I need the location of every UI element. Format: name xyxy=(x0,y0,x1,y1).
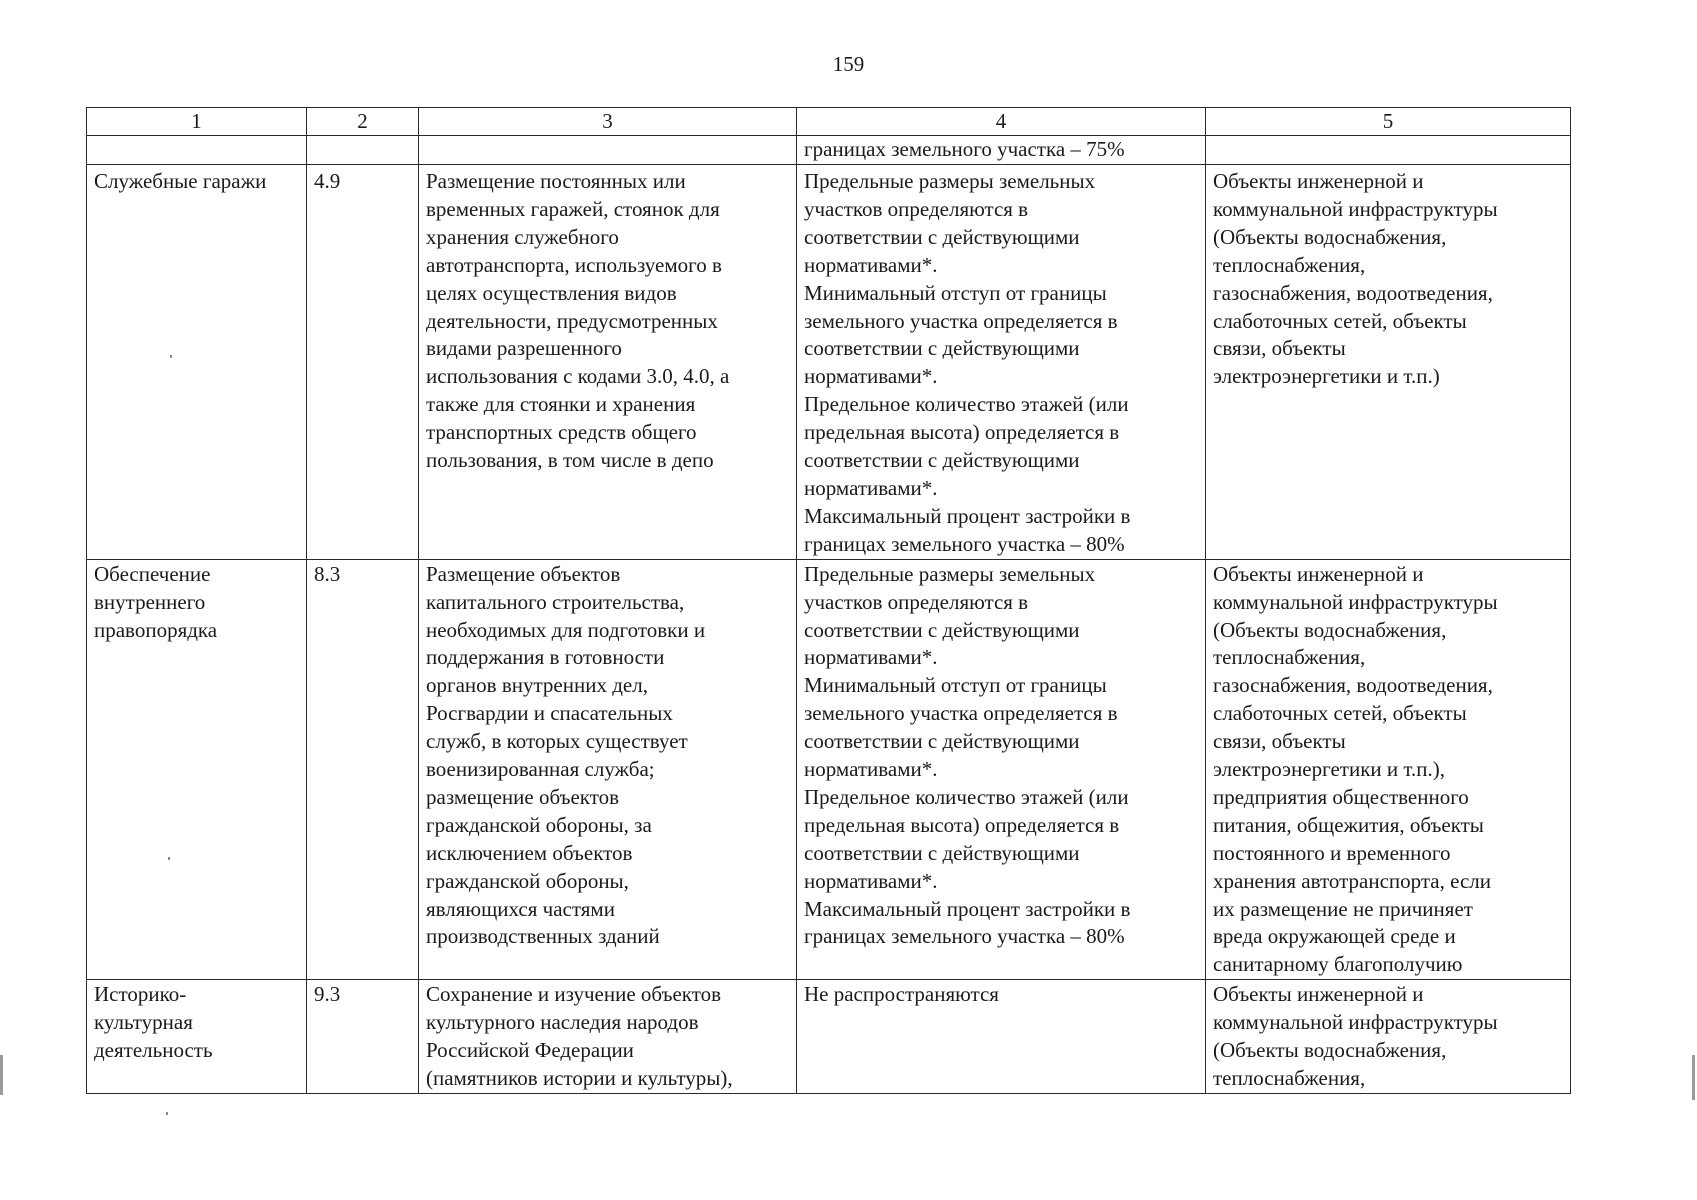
table-cell xyxy=(307,136,419,165)
use-name-cell: Историко- культурная деятельность xyxy=(87,980,307,1094)
table-row xyxy=(87,165,1571,560)
parameters-cell: Предельные размеры земельных участков определяются в соответствии с действующими нормативами*. Минимальный отступ от границы земельного участка определяется в соответствии с действующими нормативами*. Предельное количество этажей (или предельная высота) определяется в соответствии с действующими нормативами*. Максимальный процент застройки в границах земельного участка – 80% xyxy=(797,165,1206,560)
page-number: 159 xyxy=(832,52,865,76)
table-cell xyxy=(87,136,307,165)
use-code-cell: 8.3 xyxy=(307,559,419,980)
use-description-cell: Сохранение и изучение объектов культурного наследия народов Российской Федерации (памятников истории и культуры), xyxy=(419,980,797,1094)
header-cell: 1 xyxy=(87,108,307,136)
header-cell: 5 xyxy=(1206,108,1571,136)
scan-speck xyxy=(168,857,170,860)
scan-speck xyxy=(166,1112,168,1115)
table-cell xyxy=(1206,136,1571,165)
continuation-row xyxy=(87,136,1571,165)
table-cell xyxy=(419,136,797,165)
use-code-cell: 9.3 xyxy=(307,980,419,1094)
use-description-cell: Размещение объектов капитального строительства, необходимых для подготовки и поддержания в готовности органов внутренних дел, Росгвардии и спасательных служб, в которых существует военизированная служба; размещение объектов гражданской обороны, за исключением объектов гражданской обороны, являющихся частями производственных зданий xyxy=(419,559,797,980)
scan-margin-mark-left xyxy=(0,1055,3,1095)
parameters-cell: Не распространяются xyxy=(797,980,1206,1094)
use-name-cell: Служебные гаражи xyxy=(87,165,307,560)
scan-margin-mark-right xyxy=(1692,1055,1695,1100)
table-header-row xyxy=(87,108,1571,136)
scan-speck xyxy=(170,355,172,358)
use-name-cell: Обеспечение внутреннего правопорядка xyxy=(87,559,307,980)
auxiliary-uses-cell: Объекты инженерной и коммунальной инфраструктуры (Объекты водоснабжения, теплоснабжения, газоснабжения, водоотведения, слаботочных сетей, объекты связи, объекты электроэнергетики и т.п.) xyxy=(1206,165,1571,560)
table-row xyxy=(87,559,1571,980)
table-cell: границах земельного участка – 75% xyxy=(797,136,1206,165)
auxiliary-uses-cell: Объекты инженерной и коммунальной инфраструктуры (Объекты водоснабжения, теплоснабжения, xyxy=(1206,980,1571,1094)
header-cell: 2 xyxy=(307,108,419,136)
parameters-cell: Предельные размеры земельных участков определяются в соответствии с действующими нормативами*. Минимальный отступ от границы земельного участка определяется в соответствии с действующими нормативами*. Предельное количество этажей (или предельная высота) определяется в соответствии с действующими нормативами*. Максимальный процент застройки в границах земельного участка – 80% xyxy=(797,559,1206,980)
use-description-cell: Размещение постоянных или временных гаражей, стоянок для хранения служебного автотранспорта, используемого в целях осуществления видов деятельности, предусмотренных видами разрешенного использования с кодами 3.0, 4.0, а также для стоянки и хранения транспортных средств общего пользования, в том числе в депо xyxy=(419,165,797,560)
header-cell: 4 xyxy=(797,108,1206,136)
table-row xyxy=(87,980,1571,1094)
header-cell: 3 xyxy=(419,108,797,136)
auxiliary-uses-cell: Объекты инженерной и коммунальной инфраструктуры (Объекты водоснабжения, теплоснабжения, газоснабжения, водоотведения, слаботочных сетей, объекты связи, объекты электроэнергетики и т.п.), предприятия общественного питания, общежития, объекты постоянного и временного хранения автотранспорта, если их размещение не причиняет вреда окружающей среде и санитарному благополучию xyxy=(1206,559,1571,980)
use-code-cell: 4.9 xyxy=(307,165,419,560)
regulations-table xyxy=(86,107,1571,1094)
